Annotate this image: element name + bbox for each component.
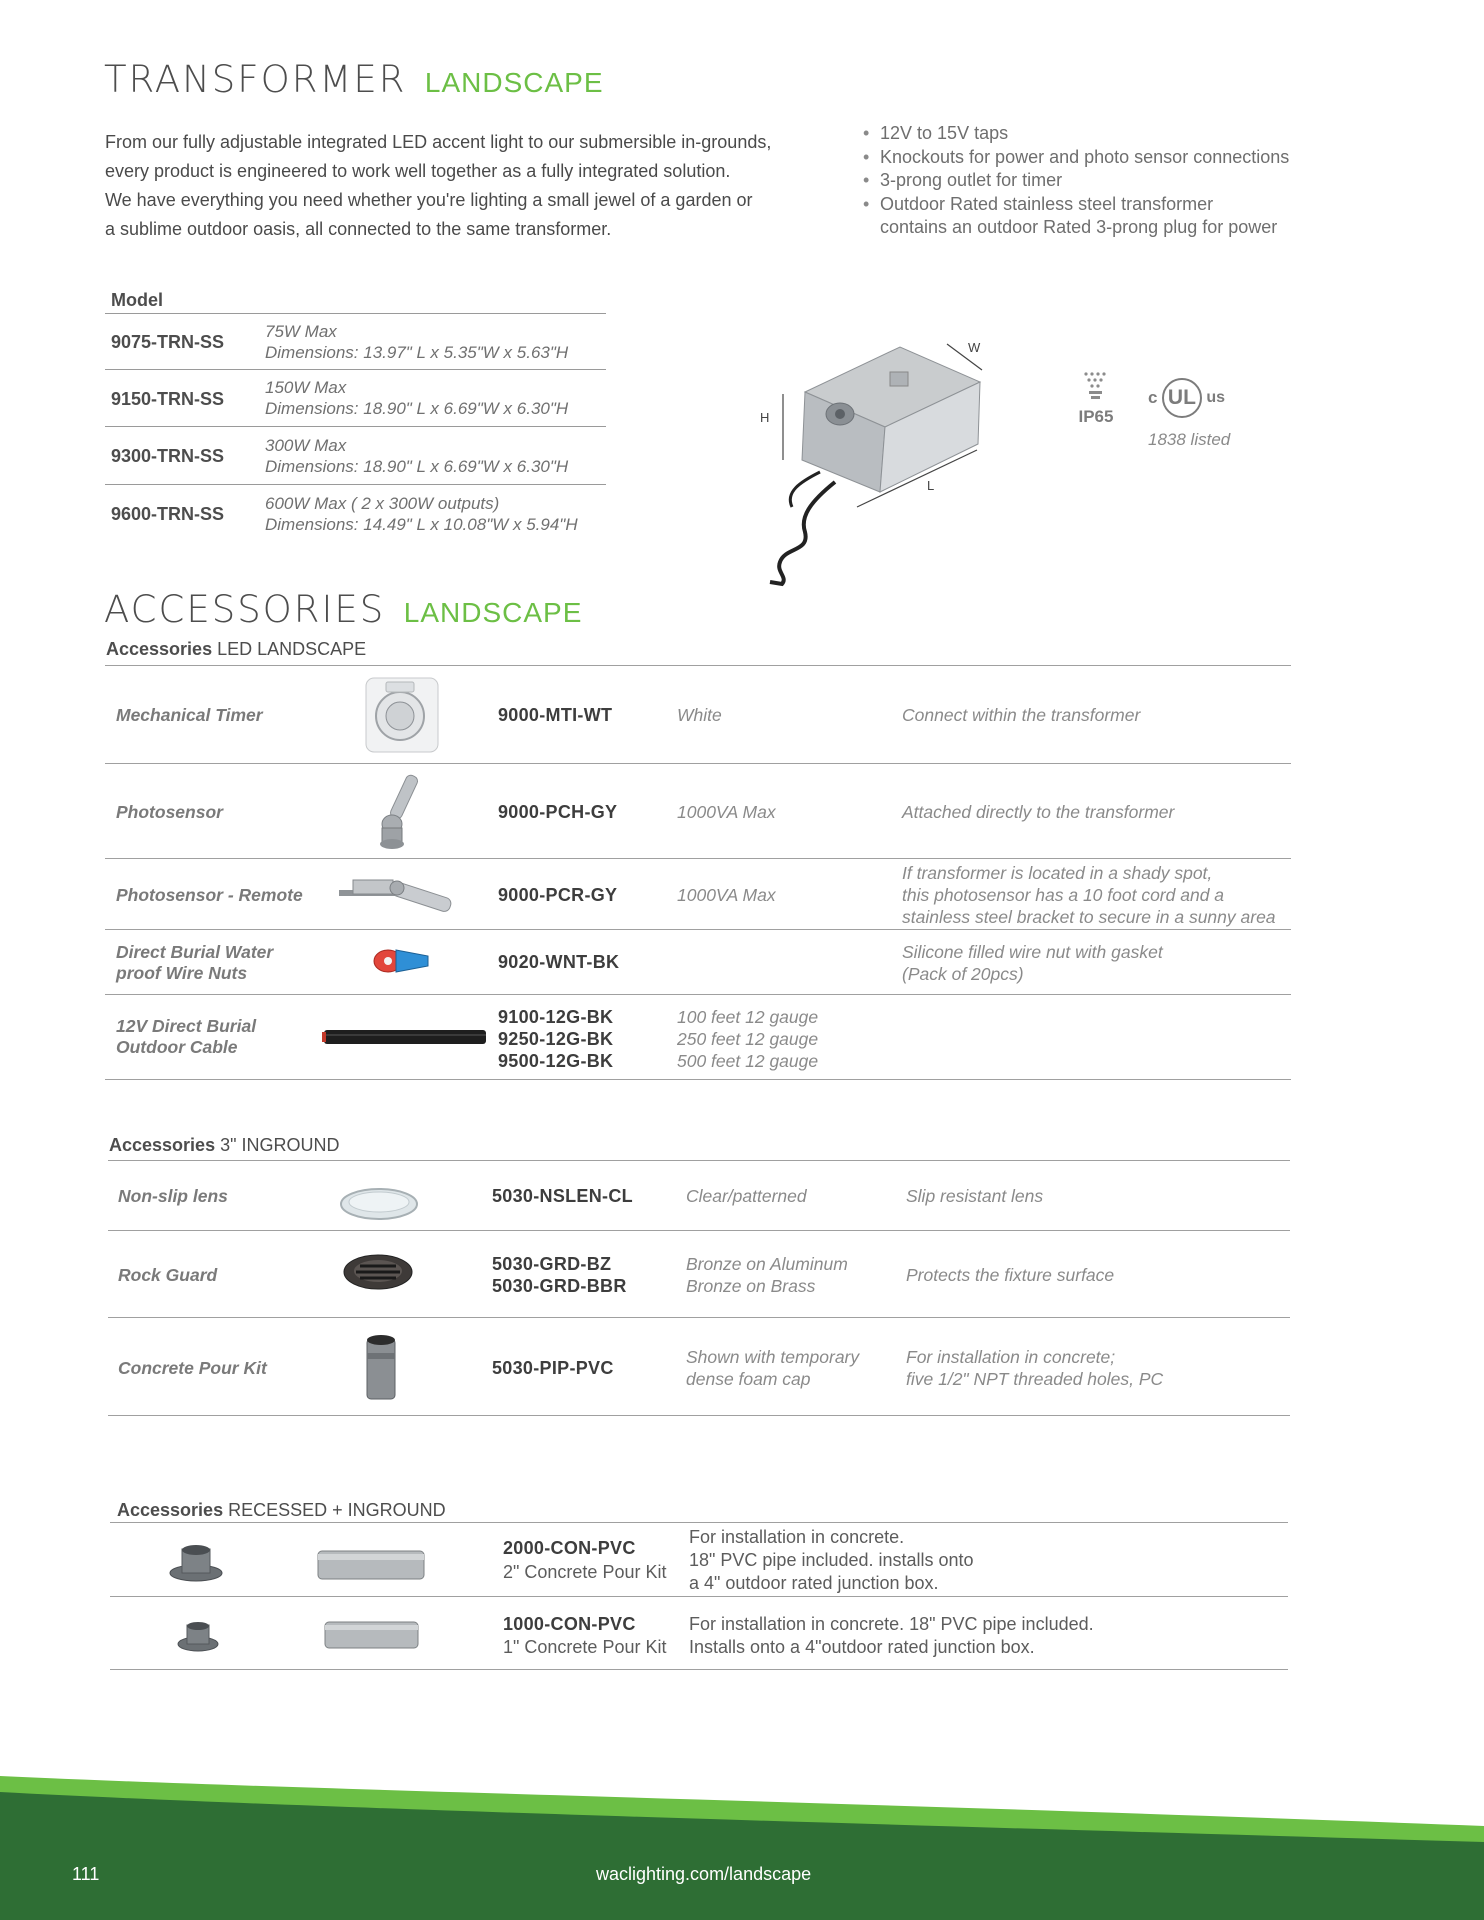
divider — [105, 763, 1291, 764]
item-code: 9000-MTI-WT — [498, 705, 613, 725]
item-kit-name: 2" Concrete Pour Kit — [503, 1562, 667, 1582]
model-code: 9600-TRN-SS — [111, 504, 225, 524]
model-spec: 150W Max Dimensions: 18.90" L x 6.69"W x 6.30"H — [265, 378, 569, 418]
item-code: 9000-PCR-GY — [498, 885, 618, 905]
item-specs: Shown with temporary dense foam cap — [686, 1347, 860, 1389]
divider — [105, 1079, 1291, 1080]
ip65-label: IP65 — [1078, 407, 1114, 426]
item-code: 9000-PCH-GY — [498, 802, 618, 822]
non-slip-lens-image — [338, 1184, 420, 1222]
intro-line: We have everything you need whether you're lighting a small jewel of a garden or — [105, 190, 753, 210]
item-description: Protects the fixture surface — [906, 1265, 1115, 1285]
led-landscape-header: Accessories LED LANDSCAPE — [106, 639, 367, 659]
feature-item: • Knockouts for power and photo sensor connections — [863, 146, 1289, 170]
ul-listing-mark — [1148, 378, 1225, 418]
item-code: 5030-PIP-PVC — [492, 1358, 614, 1378]
divider — [105, 929, 1291, 930]
item-name: Mechanical Timer — [116, 705, 263, 725]
item-description: For installation in concrete. 18" PVC pipe included. installs onto a 4" outdoor rated junction box. — [689, 1527, 974, 1593]
item-name: Non-slip lens — [118, 1186, 228, 1206]
item-specs: Bronze on Aluminum Bronze on Brass — [686, 1254, 848, 1296]
length-label: L — [927, 478, 935, 493]
width-label: W — [968, 340, 981, 355]
concrete-pour-kit-image — [362, 1333, 400, 1403]
model-row — [105, 426, 606, 485]
accessories-title: ACCESSORIES — [104, 588, 386, 631]
ul-logo — [1162, 378, 1202, 418]
model-row — [105, 313, 606, 370]
item-spec: 1000VA Max — [677, 802, 776, 822]
item-description: For installation in concrete; five 1/2" NPT threaded holes, PC — [906, 1347, 1164, 1389]
footer-url[interactable]: waclighting.com/landscape — [596, 1864, 812, 1884]
item-name: 12V Direct Burial Outdoor Cable — [116, 1016, 257, 1057]
transformer-heading — [104, 58, 604, 101]
pour-kit-flange-small-image — [176, 1619, 220, 1653]
mechanical-timer-image — [360, 670, 444, 760]
model-table-header: Model — [111, 290, 163, 310]
feature-item: • Outdoor Rated stainless steel transformer — [863, 193, 1289, 217]
cert-us: us — [1206, 389, 1226, 406]
model-row — [105, 369, 606, 427]
item-code: 2000-CON-PVC — [503, 1538, 636, 1558]
model-code: 9150-TRN-SS — [111, 389, 225, 409]
cable-image — [320, 1026, 488, 1048]
item-code: 5030-NSLEN-CL — [492, 1186, 633, 1206]
inground-header: Accessories 3" INGROUND — [109, 1135, 340, 1155]
photosensor-image — [368, 770, 438, 852]
recessed-header: Accessories RECESSED + INGROUND — [117, 1500, 446, 1520]
feature-item: • 3-prong outlet for timer — [863, 169, 1289, 193]
cert-c: c — [1148, 388, 1158, 407]
pvc-pipe-image — [315, 1548, 428, 1582]
model-spec: 300W Max Dimensions: 18.90" L x 6.69"W x 6.30"H — [265, 436, 569, 476]
feature-list — [863, 122, 1289, 240]
item-description: Silicone filled wire nut with gasket (Pack of 20pcs) — [902, 942, 1163, 984]
item-name: Photosensor - Remote — [116, 885, 303, 905]
rock-guard-image — [342, 1252, 414, 1292]
divider — [108, 1160, 1290, 1161]
transformer-intro — [105, 128, 771, 244]
divider — [108, 1415, 1290, 1416]
item-codes: 5030-GRD-BZ 5030-GRD-BBR — [492, 1254, 627, 1296]
item-name: Concrete Pour Kit — [118, 1358, 267, 1378]
pour-kit-flange-image — [168, 1543, 224, 1583]
transformer-box-image — [770, 347, 980, 584]
model-spec: 600W Max ( 2 x 300W outputs) Dimensions: 14.49" L x 10.08"W x 5.94"H — [265, 494, 578, 534]
height-label: H — [760, 410, 770, 425]
item-code: 1000-CON-PVC — [503, 1614, 636, 1634]
item-description: Connect within the transformer — [902, 705, 1141, 725]
divider — [110, 1522, 1288, 1523]
transformer-subtitle: LANDSCAPE — [424, 67, 604, 98]
feature-item-continued: contains an outdoor Rated 3-prong plug for power — [880, 217, 1278, 237]
transformer-title: TRANSFORMER — [104, 58, 407, 101]
transformer-diagram — [740, 332, 1000, 590]
intro-line: every product is engineered to work well together as a fully integrated solution. — [105, 161, 731, 181]
item-kit-name: 1" Concrete Pour Kit — [503, 1637, 667, 1657]
item-spec: White — [677, 705, 722, 725]
divider — [105, 665, 1291, 666]
ip65-rating — [1075, 370, 1117, 427]
divider — [110, 1596, 1288, 1597]
item-name: Rock Guard — [118, 1265, 218, 1285]
feature-item: • 12V to 15V taps — [863, 122, 1289, 146]
item-spec: 1000VA Max — [677, 885, 776, 905]
page-number: 111 — [72, 1864, 100, 1884]
divider — [105, 994, 1291, 995]
divider — [108, 1317, 1290, 1318]
ul-logo-text: UL — [1167, 386, 1196, 409]
item-description: Attached directly to the transformer — [902, 802, 1175, 822]
photosensor-remote-image — [337, 870, 463, 916]
item-name: Direct Burial Water proof Wire Nuts — [116, 942, 274, 983]
item-description: Slip resistant lens — [906, 1186, 1044, 1206]
wire-nut-image — [370, 944, 434, 978]
divider — [105, 858, 1291, 859]
accessories-subtitle: LANDSCAPE — [403, 597, 583, 628]
item-name: Photosensor — [116, 802, 223, 822]
intro-line: a sublime outdoor oasis, all connected to the same transformer. — [105, 219, 612, 239]
divider — [108, 1230, 1290, 1231]
pvc-pipe-small-image — [322, 1619, 421, 1651]
item-spec: Clear/patterned — [686, 1186, 807, 1206]
water-spray-icon — [1080, 370, 1112, 404]
item-description: For installation in concrete. 18" PVC pipe included. Installs onto a 4"outdoor rated junction box. — [689, 1614, 1094, 1657]
model-code: 9075-TRN-SS — [111, 332, 225, 352]
intro-line: From our fully adjustable integrated LED accent light to our submersible in-grounds, — [105, 132, 772, 152]
model-row — [105, 484, 606, 543]
accessories-heading — [104, 588, 582, 631]
footer-wave — [0, 1760, 1484, 1920]
item-description: If transformer is located in a shady spot, this photosensor has a 10 foot cord and a stainless steel bracket to secure in a sunny area — [902, 863, 1276, 927]
item-code: 9020-WNT-BK — [498, 952, 620, 972]
model-spec: 75W Max Dimensions: 13.97" L x 5.35"W x 5.63"H — [265, 322, 569, 362]
ul-listed-text: 1838 listed — [1148, 430, 1231, 449]
item-specs: 100 feet 12 gauge 250 feet 12 gauge 500 feet 12 gauge — [677, 1007, 819, 1071]
divider — [110, 1669, 1288, 1670]
model-code: 9300-TRN-SS — [111, 446, 225, 466]
item-codes: 9100-12G-BK 9250-12G-BK 9500-12G-BK — [498, 1007, 614, 1071]
